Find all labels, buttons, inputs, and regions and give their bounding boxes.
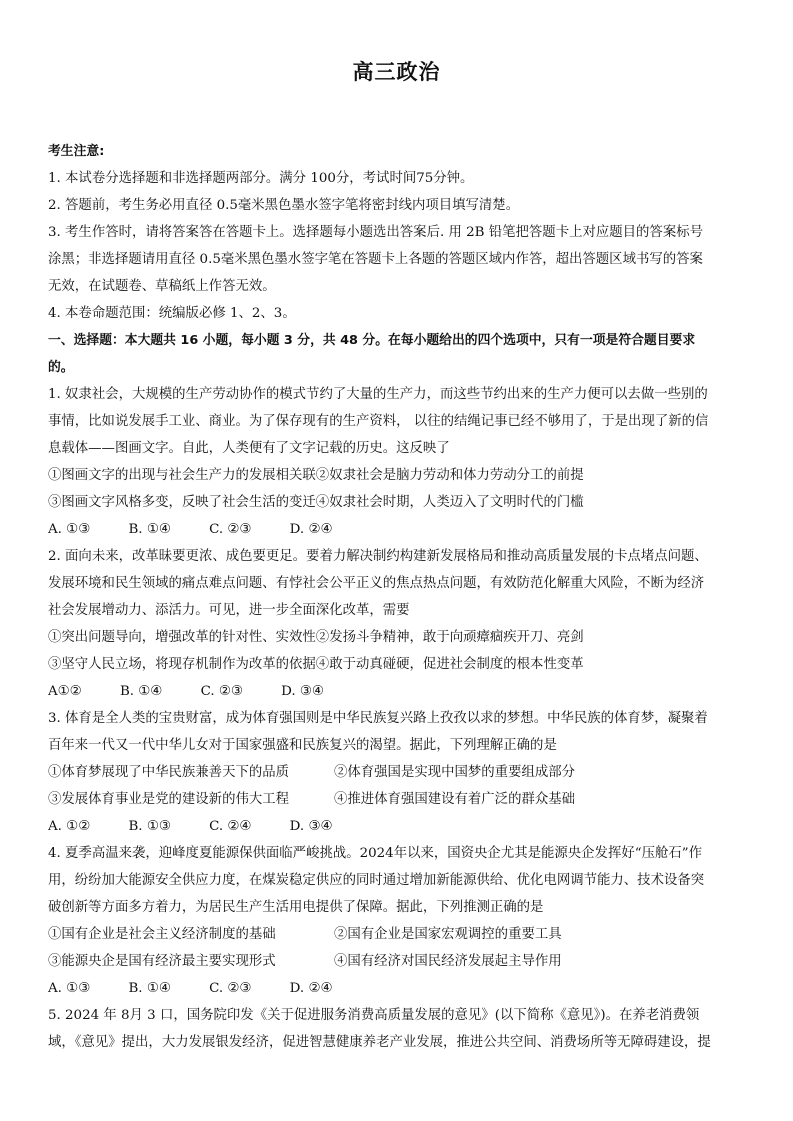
notice-item: 2. 答题前，考生务必用直径 0.5毫米黑色墨水签字笔将密封线内项目填写清楚。 <box>48 198 520 213</box>
q2-stem: 社会发展增动力、添活力。可见，进一步全面深化改革，需要 <box>48 603 410 618</box>
q1-options <box>48 516 748 543</box>
q4-option-a: A. ①③ <box>48 981 91 996</box>
q4-options <box>48 975 748 1002</box>
notice-item: 1. 本试卷分选择题和非选择题两部分。满分 100分，考试时间75分钟。 <box>48 171 474 186</box>
q1-stem: 息载体——图画文字。自此，人类便有了文字记载的历史。这反映了 <box>48 441 450 456</box>
q1-stem: 1. 奴隶社会，大规模的生产劳动协作的模式节约了大量的生产力，而这些节约出来的生产力便可以去做一些别的 <box>48 387 708 402</box>
q1-option-a: A. ①③ <box>48 522 91 537</box>
q4-stem: 破创新等方面多方着力，为居民生产生活用电提供了保障。据此，下列推测正确的是 <box>48 900 544 915</box>
q2-options <box>48 678 748 705</box>
q3-option-c: C. ②④ <box>209 819 252 834</box>
q1-statement: ①图画文字的出现与社会生产力的发展相关联②奴隶社会是脑力劳动和体力劳动分工的前提 <box>48 468 584 483</box>
q2-option-d: D. ③④ <box>281 684 324 699</box>
q3-statement-row <box>48 759 748 786</box>
q3-option-b: B. ①③ <box>128 819 171 834</box>
q5-stem: 5. 2024 年 8月 3 口，国务院印发《关于促进服务消费高质量发展的意见》(以下简称《意见》)。在养老消费领 <box>48 1008 700 1023</box>
notice-item: 3. 考生作答时，请将答案答在答题卡上。选择题每小题选出答案后. 用 2B 铅笔把答题卡上对应题目的答案标号 <box>48 225 703 240</box>
q3-statement: ②体育强国是实现中国梦的重要组成部分 <box>334 765 576 780</box>
notice-item: 无效，在试题卷、草稿纸上作答无效。 <box>48 279 276 294</box>
q4-statement: ④国有经济对国民经济发展起主导作用 <box>334 954 562 969</box>
section-heading: 一、选择题：本大题共 16 小题，每小题 3 分，共 48 分。在每小题给出的四个选项中，只有一项是符合题目要求 <box>48 333 696 348</box>
q4-stem: 4. 夏季高温来袭，迎峰度夏能源保供面临严峻挑战。2024年以来，国资央企尤其是能源央企发挥好“压舱石”作 <box>48 846 702 861</box>
q2-statement: ①突出问题导向，增强改革的针对性、实效性②发扬斗争精神，敢于向顽瘴痼疾开刀、亮剑 <box>48 630 584 645</box>
q1-option-b: B. ①④ <box>128 522 171 537</box>
q3-option-a: A. ①② <box>48 819 91 834</box>
q4-statement: ②国有企业是国家宏观调控的重要工具 <box>334 927 562 942</box>
q4-statement: ①国有企业是社会主义经济制度的基础 <box>48 927 276 942</box>
q3-statement-row <box>48 786 748 813</box>
q3-statement: ④推进体育强国建设有着广泛的群众基础 <box>334 792 576 807</box>
notice-heading: 考生注意: <box>48 144 105 159</box>
q2-statement: ③坚守人民立场，将现存机制作为改革的依据④敢于动真碰硬，促进社会制度的根本性变革 <box>48 657 584 672</box>
q2-stem: 2. 面向未来，改革昧要更浓、成色要更足。要着力解决制约构建新发展格局和推动高质量发展的卡点堵点问题、 <box>48 549 708 564</box>
q3-stem: 3. 体育是全人类的宝贵财富，成为体育强国则是中华民族复兴路上孜孜以求的梦想。中华民族的体育梦，凝聚着 <box>48 711 708 726</box>
q2-option-a: A①② <box>48 684 82 699</box>
q2-stem: 发展环境和民生领域的痛点难点问题、有悖社会公平正义的焦点热点问题，有效防范化解重大风险，不断为经济 <box>48 576 705 591</box>
q4-statement-row <box>48 921 748 948</box>
q2-option-b: B. ①④ <box>119 684 163 699</box>
q1-option-d: D. ②④ <box>289 522 333 537</box>
q3-statement: ③发展体育事业是党的建设新的伟大工程 <box>48 792 290 807</box>
q5-stem: 域，《意见》提出，大力发展银发经济，促进智慧健康养老产业发展，推进公共空间、消费场所等无障碍建设，提 <box>48 1035 711 1050</box>
notice-item: 涂黑；非选择题请用直径 0.5毫米黑色墨水签字笔在答题卡上各题的答题区域内作答，超出答题区域书写的答案 <box>48 252 703 267</box>
q1-stem: 事情，比如说发展手工业、商业。为了保存现有的生产资料， 以往的结绳记事已经不够用了，于是出现了新的信 <box>48 414 709 429</box>
section-heading-cont: 的。 <box>48 360 74 375</box>
q4-stem: 用，纷纷加大能源安全供应力度，在煤炭稳定供应的同时通过增加新能源供给、优化电网调节能力、技术设备突 <box>48 873 705 888</box>
q3-stem: 百年来一代又一代中华儿女对于国家强盛和民族复兴的渴望。据此，下列理解正确的是 <box>48 738 557 753</box>
q1-statement: ③图画文字风格多变，反映了社会生活的变迁④奴隶社会时期，人类迈入了文明时代的门槛 <box>48 495 584 510</box>
q2-option-c: C. ②③ <box>200 684 243 699</box>
q4-statement-row <box>48 948 748 975</box>
q3-statement: ①体育梦展现了中华民族兼善天下的品质 <box>48 765 290 780</box>
q4-option-c: C. ②③ <box>209 981 252 996</box>
q4-option-d: D. ②④ <box>289 981 333 996</box>
q4-statement: ③能源央企是国有经济最主要实现形式 <box>48 954 276 969</box>
exam-title: 高三政治 <box>352 60 441 84</box>
notice-item: 4. 本卷命题范围：统编版必修 1、2、3。 <box>48 306 296 321</box>
q3-option-d: D. ③④ <box>289 819 333 834</box>
q3-options <box>48 813 748 840</box>
q4-option-b: B. ①④ <box>128 981 171 996</box>
exam-body <box>48 138 748 1056</box>
q1-option-c: C. ②③ <box>209 522 252 537</box>
